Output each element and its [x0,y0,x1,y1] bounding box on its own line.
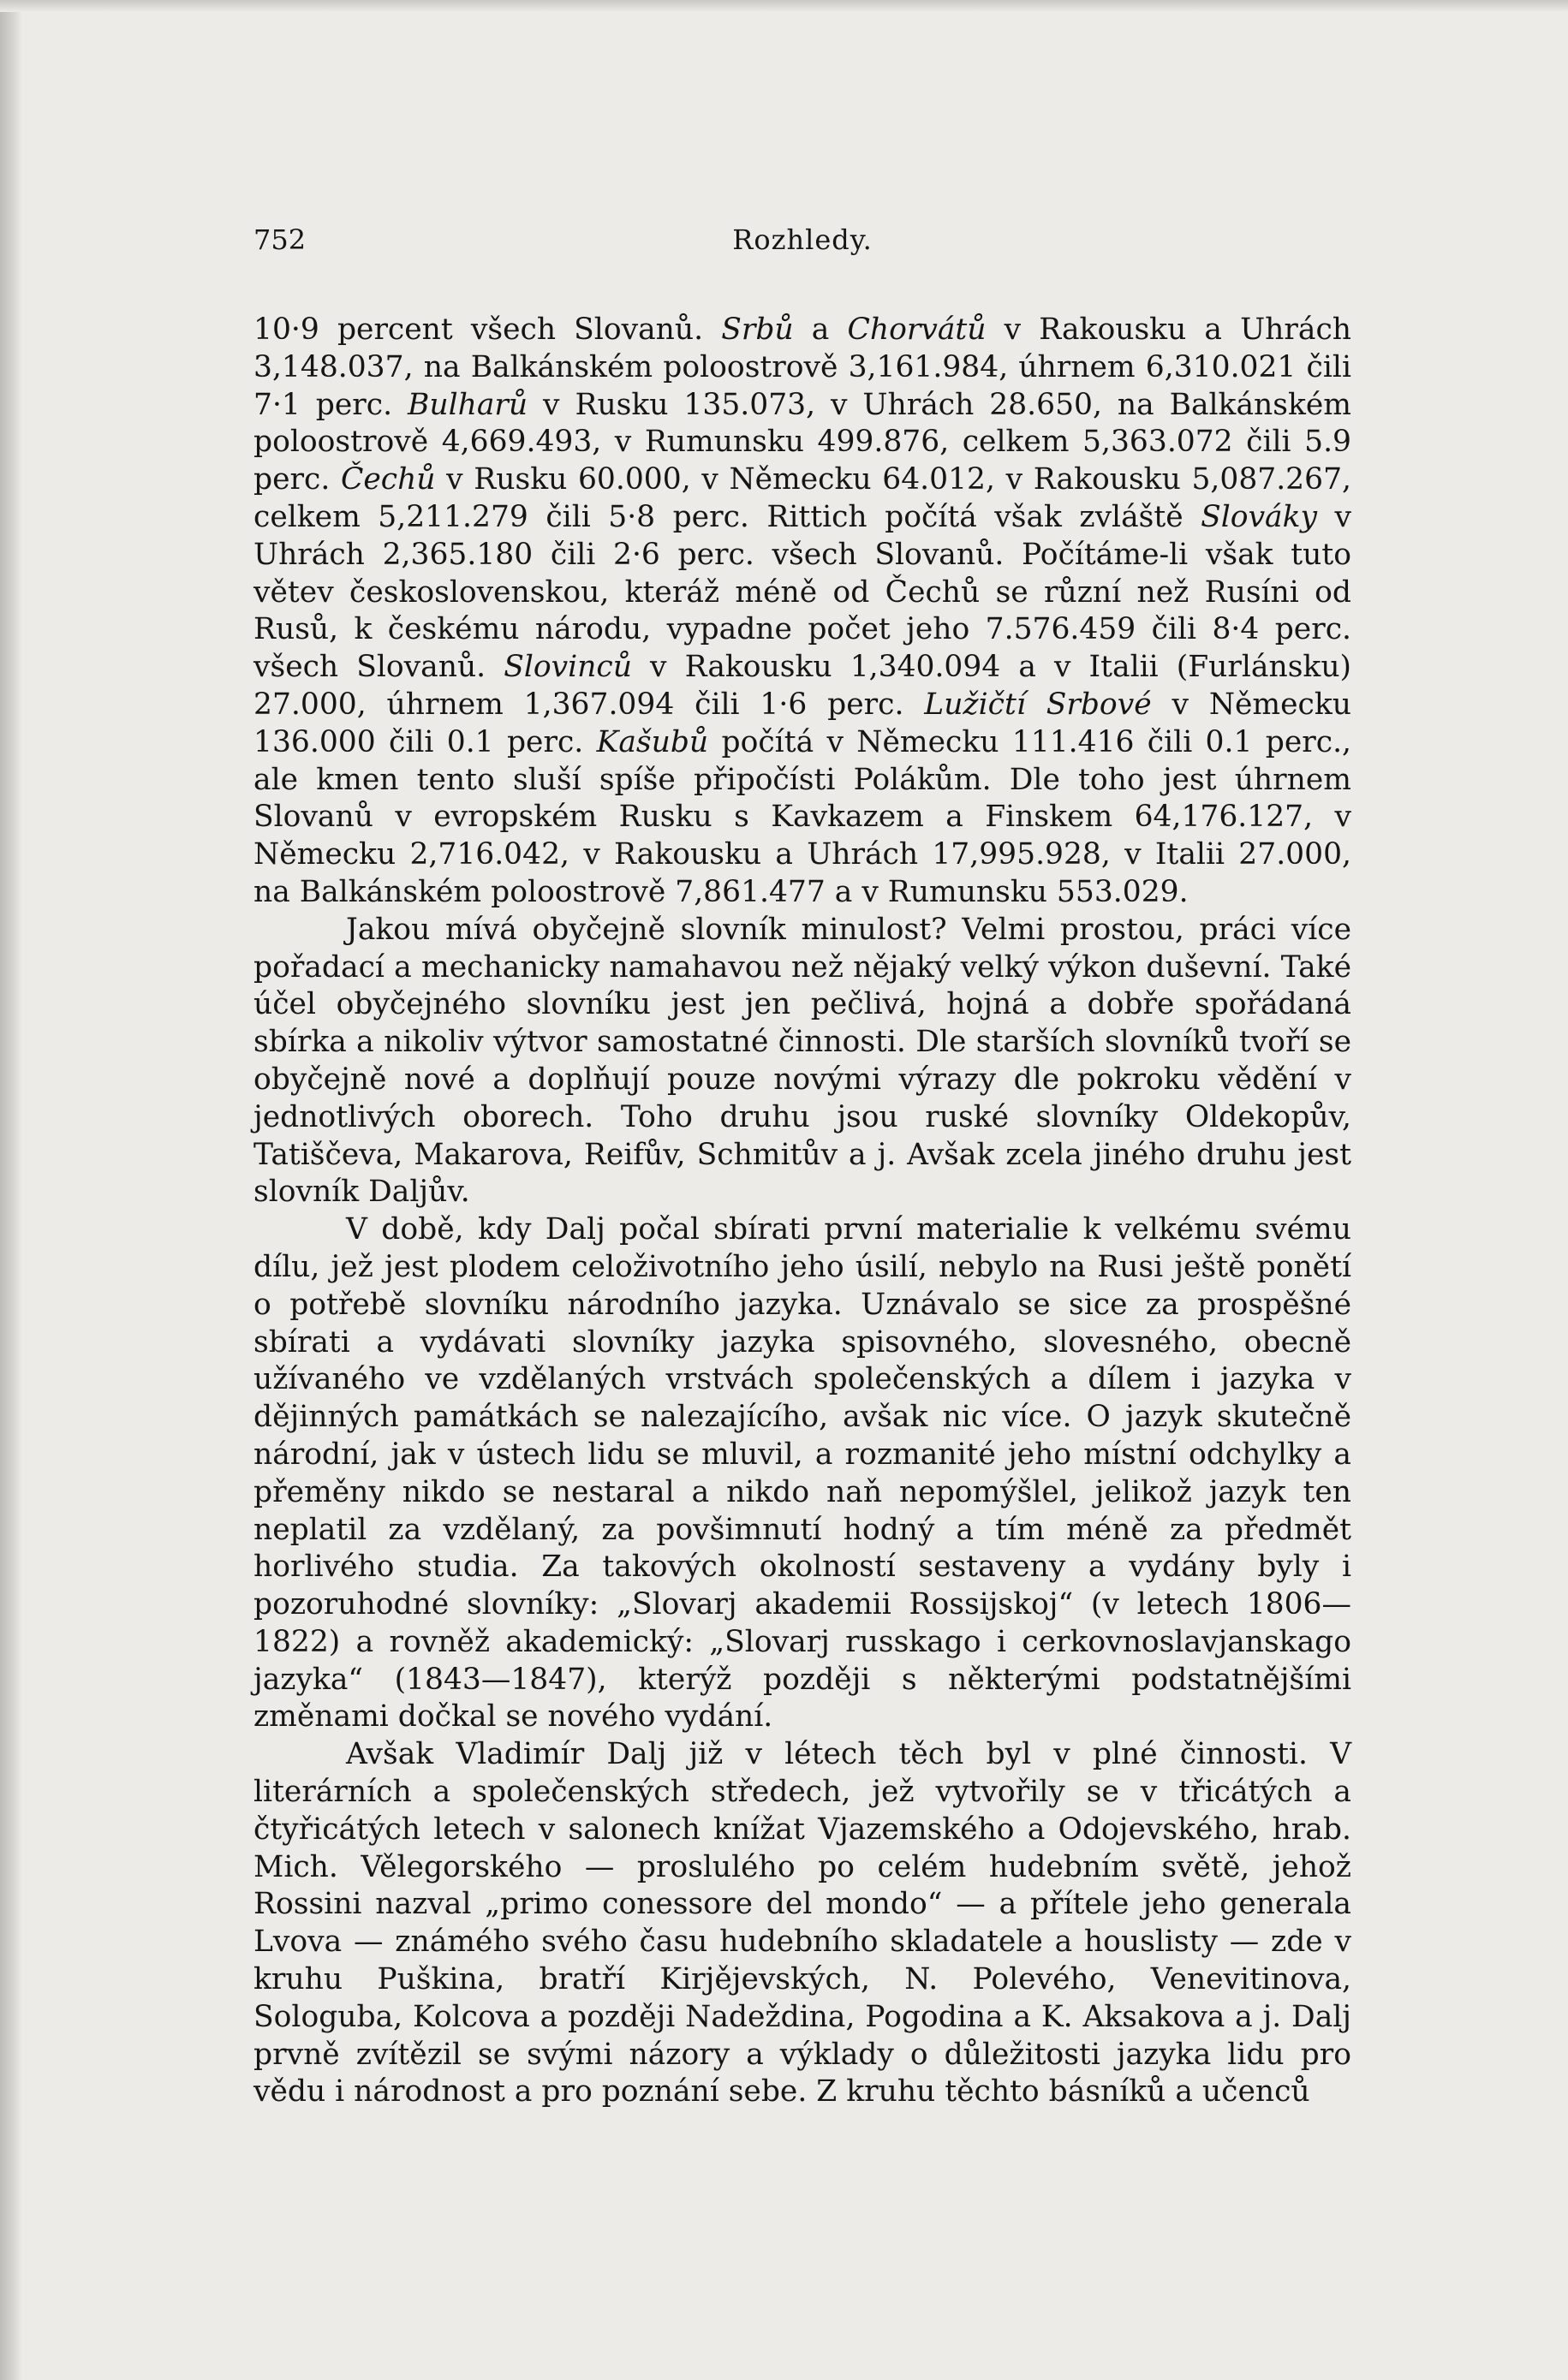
paragraph [253,1736,1351,2111]
page-number: 752 [253,223,307,256]
text-run: v Rakousku 1,340.094 a v Italii (Furlánsku) 27.000, úhrnem 1,367.094 čili 1·6 perc. [253,650,1351,722]
italic-term: Čechů [340,462,436,497]
scan-top-edge [0,0,1568,12]
text-run: v Rakousku a Uhrách 3,148.037, na Balkánském poloostrově 3,161.984, úhrnem 6,310.021 čili 7·1 perc. [253,312,1351,422]
text-run: Jakou mívá obyčejně slovník minulost? Velmi prostou, práci více pořadací a mechanicky namahavou než nějaký velký výkon duševní. Také účel obyčejného slovníku jest jen pečlivá, hojná a dobře spořádaná sbírka a nikoliv výtvor samostatné činnosti. Dle starších slovníků tvoří se obyčejně nové a doplňují pouze novými výrazy dle pokroku vědění v jednotlivých oborech. Toho druhu jsou ruské slovníky Oldekopův, Tatiščeva, Makarova, Reifův, Schmitův a j. Avšak zcela jiného druhu jest slovník Daljův. [253,912,1351,1210]
scan-left-edge [0,0,22,2380]
header-title: Rozhledy. [732,223,873,256]
text-run: v Uhrách 2,365.180 čili 2·6 perc. všech Slovanů. Počítáme-li však tuto větev československou, kteráž méně od Čechů se různí než Rusíni od Rusů, k českému národu, vypadne počet jeho 7.576.459 čili 8·4 perc. všech Slovanů. [253,499,1351,685]
text-run: počítá v Německu 111.416 čili 0.1 perc., ale kmen tento sluší spíše připočísti Polákům. Dle toho jest úhrnem Slovanů v evropském Rusku s Kavkazem a Finskem 64,176.127, v Německu 2,716.042, v Rakousku a Uhrách 17,995.928, v Italii 27.000, na Balkánském poloostrově 7,861.477 a v Rumunsku 553.029. [253,724,1352,909]
italic-term: Slováky [1201,499,1318,534]
body-text [253,312,1351,2111]
paragraph [253,912,1351,1211]
text-run: v Rusku 60.000, v Německu 64.012, v Rakousku 5,087.267, celkem 5,211.279 čili 5·8 perc. Rittich počítá však zvláště [253,462,1352,534]
italic-term: Bulharů [408,387,528,422]
text-run: v Německu 136.000 čili 0.1 perc. [253,687,1352,759]
running-head [253,214,1351,265]
italic-term: Srbů [721,312,794,347]
text-run: 10·9 percent všech Slovanů. [253,312,722,347]
text-run: a [793,312,848,347]
paragraph [253,1211,1351,1736]
paragraph [253,312,1351,912]
text-run: V době, kdy Dalj počal sbírati první materialie k velkému svému dílu, jež jest plodem celoživotního jeho úsilí, nebylo na Rusi ještě ponětí o potřebě slovníku národního jazyka. Uznávalo se sice za prospěšné sbírati a vydávati slovníky jazyka spisovného, slovesného, obecně užívaného ve vzdělaných vrstvách společenských a dílem i jazyka v dějinných památkách se nalezajícího, avšak nic více. O jazyk skutečně národní, jak v ústech lidu se mluvil, a rozmanité jeho místní odchylky a přeměny nikdo se nestaral a nikdo naň nepomýšlel, jelikož jazyk ten neplatil za vzdělaný, za povšimnutí hodný a tím méně za předmět horlivého studia. Za takových okolností sestaveny a vydány byly i pozoruhodné slovníky: „Slovarj akademii Rossijskoj“ (v letech 1806—1822) a rovněž akademický: „Slovarj russkago i cerkovnoslavjanskago jazyka“ (1843—1847), kterýž později s některými podstatnějšími změnami dočkal se nového vydání. [253,1212,1351,1734]
italic-term: Lužičtí Srbové [924,687,1152,722]
italic-term: Slovinců [504,650,632,685]
book-page [253,214,1351,2111]
italic-term: Chorvátů [847,312,987,347]
text-run: Avšak Vladimír Dalj již v létech těch byl v plné činnosti. V literárních a společenských středech, jež vytvořily se v třicátých a čtyřicátých letech v salonech knížat Vjazemského a Odojevského, hrab. Mich. Vělegorského — proslulého po celém hudebním světě, jehož Rossini nazval „primo conessore del mondo“ — a přítele jeho generala Lvova — známého svého času hudebního skladatele a houslisty — zde v kruhu Puškina, bratří Kirjějevských, N. Polevého, Venevitinova, Sologuba, Kolcova a později Nadeždina, Pogodina a K. Aksakova a j. Dalj prvně zvítězil se svými názory a výklady o důležitosti jazyka lidu pro vědu i národnost a pro poznání sebe. Z kruhu těchto básníků a učenců [253,1737,1351,2109]
text-run: v Rusku 135.073, v Uhrách 28.650, na Balkánském poloostrově 4,669.493, v Rumunsku 499.876, celkem 5,363.072 čili 5.9 perc. [253,387,1351,497]
italic-term: Kašubů [596,724,709,759]
